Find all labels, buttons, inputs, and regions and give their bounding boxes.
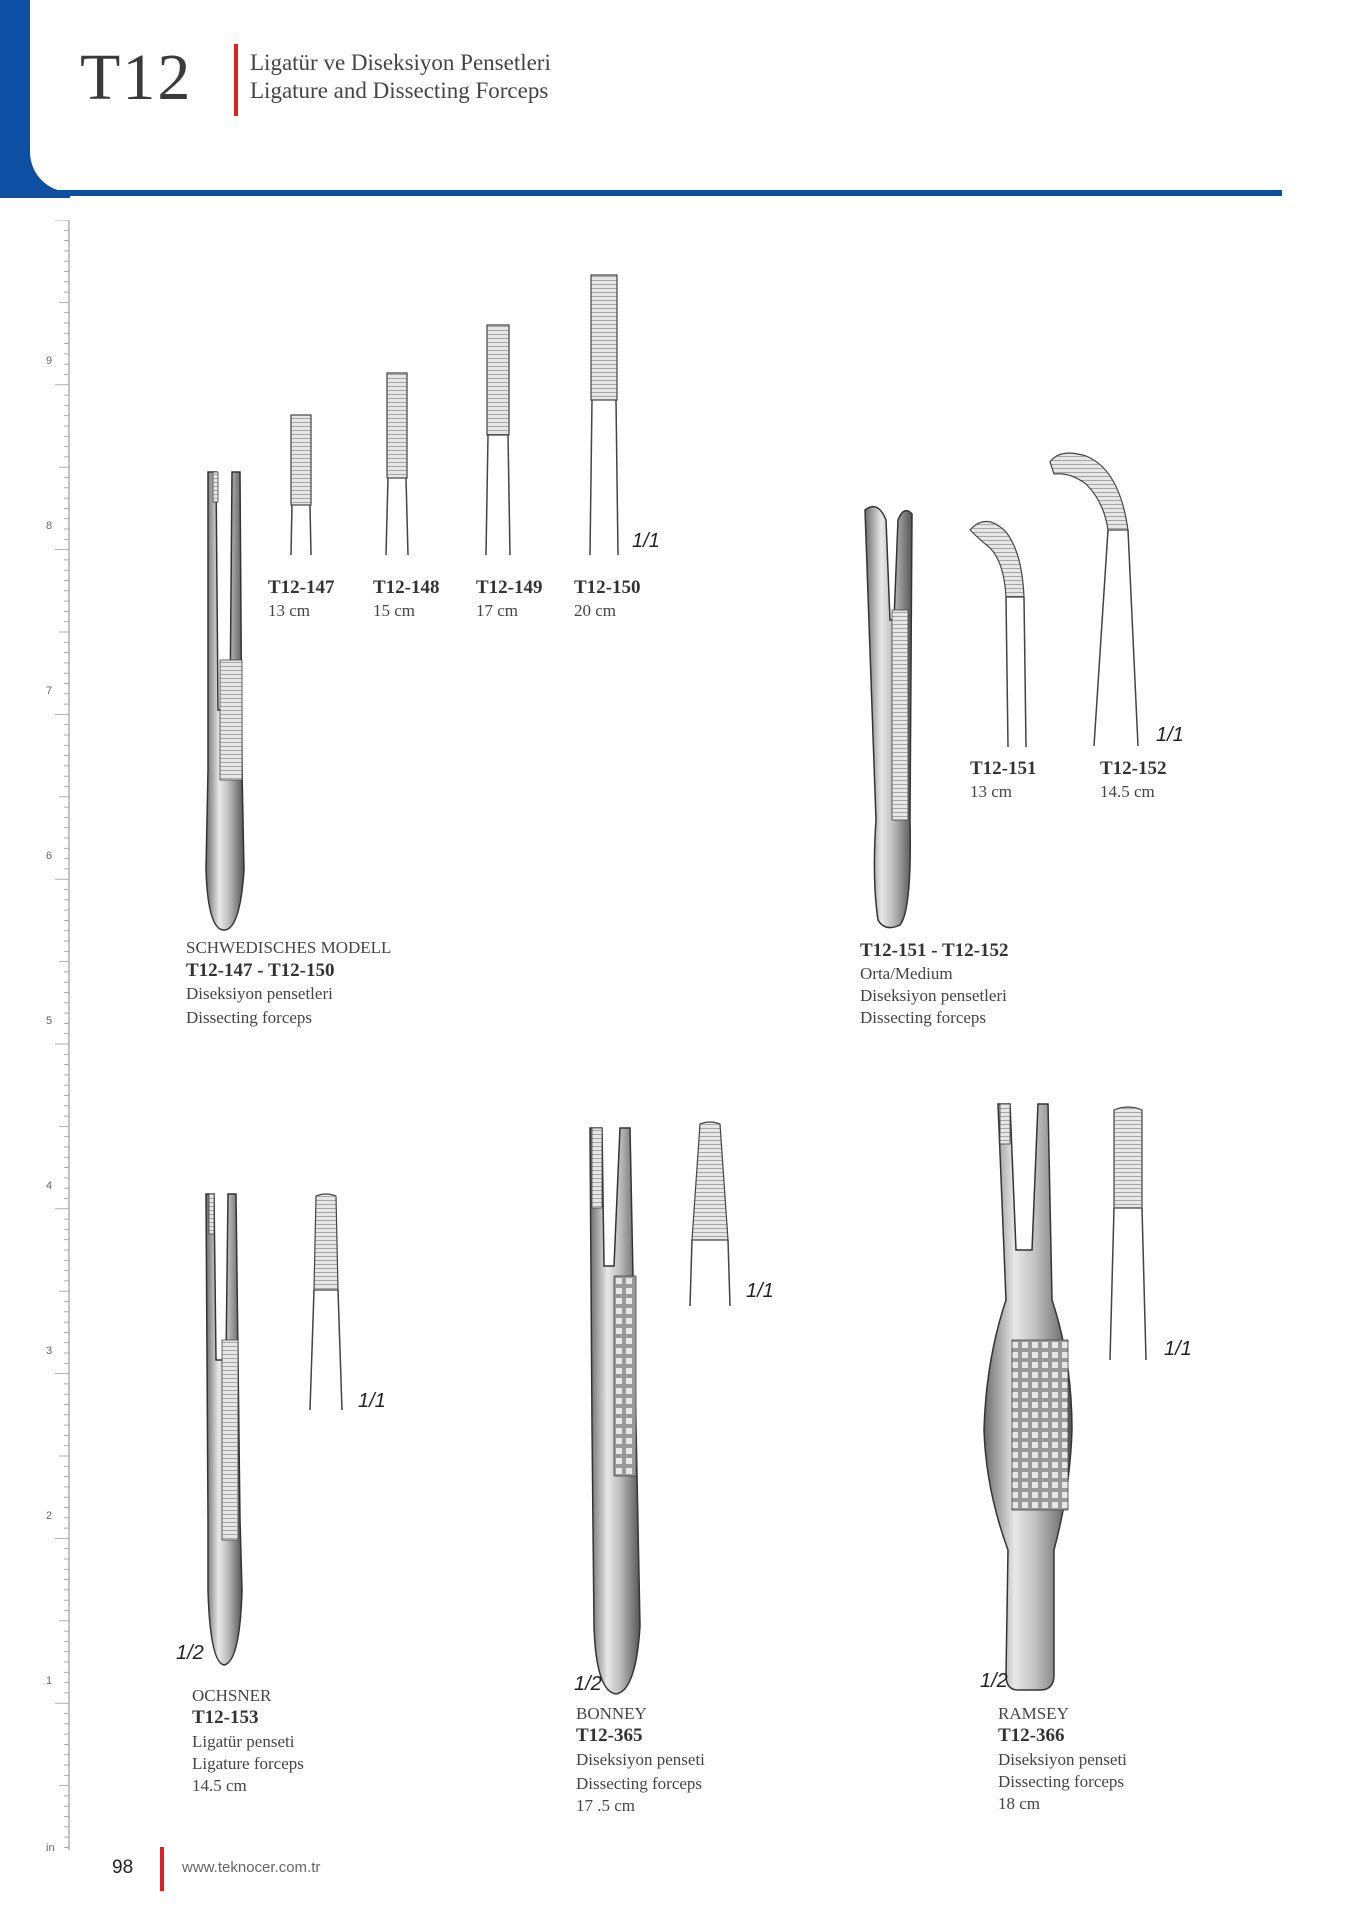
website-link[interactable]: www.teknocer.com.tr: [182, 1859, 321, 1876]
ruler-label: 7: [46, 685, 53, 697]
section-code: T12: [80, 41, 193, 114]
ruler-label: 5: [46, 1015, 53, 1027]
tip-size: 13 cm: [970, 782, 1013, 801]
ruler-label: 4: [46, 1180, 53, 1192]
product-code: T12-366: [998, 1725, 1065, 1746]
ramsey-forceps-illustration: [980, 1100, 1080, 1692]
tip-t12-150-illustration: [586, 272, 622, 560]
product-name: RAMSEY: [998, 1704, 1069, 1723]
ochsner-forceps-illustration: [200, 1190, 250, 1670]
tip-size: 13 cm: [268, 601, 311, 620]
desc-en: Ligature forceps: [192, 1754, 304, 1773]
scale-label: 1/2: [574, 1673, 602, 1695]
ruler-label: 1: [46, 1675, 53, 1687]
product-code: T12-365: [576, 1725, 643, 1746]
ochsner-tip-illustration: [306, 1192, 346, 1414]
ruler-label: 6: [46, 850, 53, 862]
bonney-tip-illustration: [688, 1120, 732, 1310]
tip-code: T12-147: [268, 577, 335, 598]
desc-en: Dissecting forceps: [998, 1772, 1125, 1791]
header-red-divider: [234, 44, 238, 116]
ruler-ticks: [55, 220, 69, 1850]
bonney-forceps-illustration: [584, 1126, 644, 1696]
desc-tr: Diseksiyon penseti: [576, 1750, 705, 1769]
tip-code: T12-148: [373, 577, 440, 598]
section-title-en: Ligature and Dissecting Forceps: [250, 78, 549, 103]
ruler-label: 8: [46, 520, 53, 532]
variant: Orta/Medium: [860, 964, 953, 983]
desc-en: Dissecting forceps: [576, 1774, 703, 1793]
ruler-label: 9: [46, 355, 53, 367]
scale-label: 1/1: [1164, 1338, 1192, 1360]
schwedisches-forceps-illustration: [200, 470, 250, 930]
desc-tr: Diseksiyon penseti: [998, 1750, 1127, 1769]
tip-code: T12-152: [1100, 758, 1167, 779]
desc-tr: Diseksiyon pensetleri: [186, 984, 333, 1003]
tip-size: 20 cm: [574, 601, 617, 620]
scale-label: 1/2: [176, 1642, 204, 1664]
product-name: BONNEY: [576, 1704, 647, 1723]
desc-en: Dissecting forceps: [860, 1008, 987, 1027]
ruler-label: 2: [46, 1510, 53, 1522]
tip-t12-149-illustration: [482, 322, 514, 560]
product-size: 14.5 cm: [192, 1776, 247, 1795]
tip-code: T12-149: [476, 577, 543, 598]
section-title-tr: Ligatür ve Diseksiyon Pensetleri: [250, 50, 551, 75]
product-size: 18 cm: [998, 1794, 1041, 1813]
scale-label: 1/2: [980, 1670, 1008, 1692]
tip-code: T12-151: [970, 758, 1037, 779]
tip-size: 14.5 cm: [1100, 782, 1155, 801]
product-code: T12-153: [192, 1707, 259, 1728]
product-size: 17 .5 cm: [576, 1796, 636, 1815]
curved-forceps-illustration: [860, 500, 920, 930]
product-name: OCHSNER: [192, 1686, 272, 1705]
header-background: [30, 0, 1357, 192]
ruler-label: in: [46, 1842, 55, 1854]
scale-label: 1/1: [1156, 724, 1184, 746]
tip-size: 17 cm: [476, 601, 519, 620]
page-number: 98: [112, 1857, 134, 1878]
inch-ruler: [36, 220, 76, 1850]
tip-t12-147-illustration: [286, 410, 316, 560]
desc-tr: Diseksiyon pensetleri: [860, 986, 1007, 1005]
ruler-label: 3: [46, 1345, 53, 1357]
tip-code: T12-150: [574, 577, 641, 598]
scale-label: 1/1: [746, 1280, 774, 1302]
scale-label: 1/1: [358, 1390, 386, 1412]
scale-label: 1/1: [632, 530, 660, 552]
product-range: T12-151 - T12-152: [860, 940, 1009, 961]
tip-t12-151-illustration: [966, 512, 1036, 752]
product-range: T12-147 - T12-150: [186, 960, 335, 981]
desc-en: Dissecting forceps: [186, 1008, 313, 1027]
model-name: SCHWEDISCHES MODELL: [186, 938, 392, 957]
tip-size: 15 cm: [373, 601, 416, 620]
header-rule: [30, 190, 1282, 196]
footer-red-divider: [160, 1847, 164, 1891]
tip-t12-148-illustration: [382, 370, 412, 560]
tip-t12-152-illustration: [1046, 448, 1146, 752]
ramsey-tip-illustration: [1106, 1104, 1150, 1364]
desc-tr: Ligatür penseti: [192, 1732, 295, 1751]
